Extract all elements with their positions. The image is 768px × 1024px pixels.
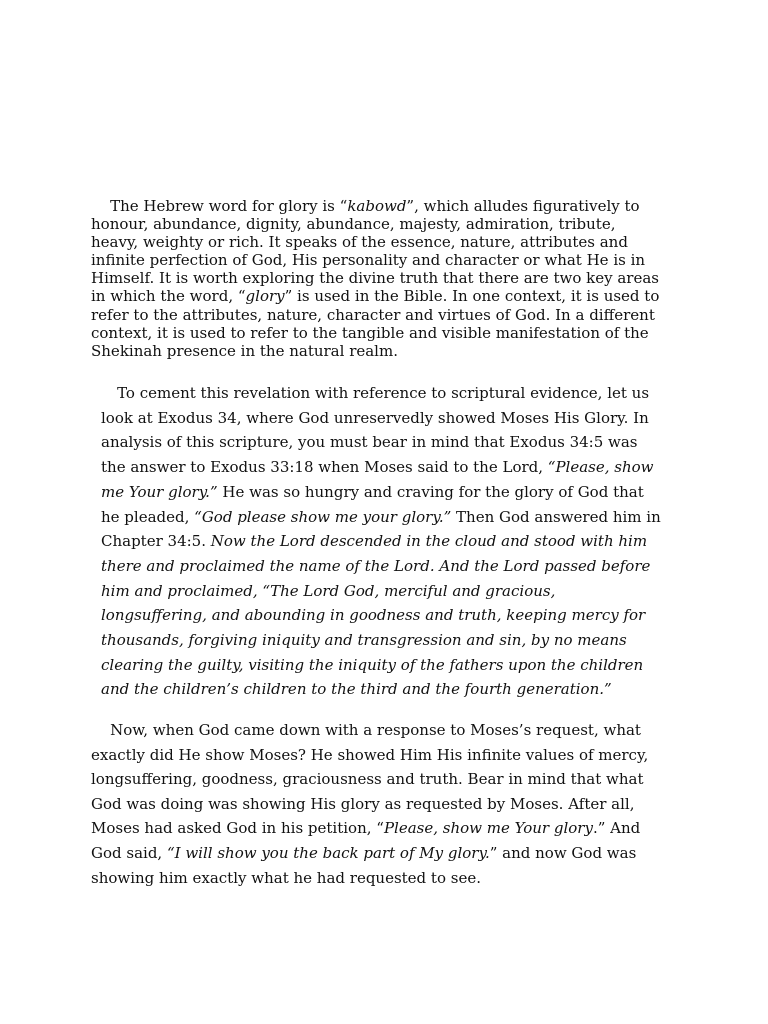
text-run: Shekinah presence in the natural realm. [91,341,398,360]
italic-text-run: Please, show me Your glory [383,819,593,838]
text-line [91,767,648,792]
italic-text-run: kabowd [347,197,407,215]
text-run: the answer to Exodus 33:18 when Moses said to the Lord, [101,458,548,477]
text-line [91,841,648,866]
italic-text-run: “God please show me your glory.” [194,507,452,526]
text-line [91,197,659,215]
italic-text-run: there and proclaimed the name of the Lord. And the Lord passed before [101,556,651,575]
text-run: Chapter 34:5. [101,532,211,551]
text-line [91,306,659,324]
text-run: longsuffering, goodness, graciousness and truth. Bear in mind that what [91,770,644,789]
italic-text-run: thousands, forgiving iniquity and transgression and sin, by no means [101,631,627,650]
text-run: The Hebrew word for glory is “ [91,197,348,215]
text-run: exactly did He show Moses? He showed Him His infinite values of mercy, [91,745,649,764]
italic-text-run: him and proclaimed, “The Lord God, merciful and gracious, [101,581,556,600]
italic-text-run: glory [245,287,285,306]
paragraph-exodus-34 [98,381,661,702]
paragraph-hebrew-word-glory [91,197,659,360]
text-line [101,505,661,530]
text-line [101,603,661,628]
text-run: analysis of this scripture, you must bear in mind that Exodus 34:5 was [101,433,638,452]
italic-text-run: me Your glory.” [101,482,218,501]
italic-text-run: clearing the guilty, visiting the iniquity of the fathers upon the children [101,655,644,674]
text-run: To cement this revelation with reference to scriptural evidence, let us [98,384,650,402]
text-run: showing him exactly what he had requested to see. [91,868,481,887]
text-line [101,554,661,579]
text-run: Now, when God came down with a response to Moses’s request, what [91,721,641,739]
paragraph-moses-request [91,718,648,890]
text-line [91,269,659,287]
text-line [91,718,648,743]
text-run: God was doing was showing His glory as requested by Moses. After all, [91,794,635,813]
text-run: Himself. It is worth exploring the divine truth that there are two key areas [91,269,659,288]
text-line [91,792,648,817]
italic-text-run: and the children’s children to the third and the fourth generation.” [101,680,612,699]
text-line [91,743,648,768]
text-run: look at Exodus 34, where God unreservedly showed Moses His Glory. In [101,408,649,427]
italic-text-run: Now the Lord descended in the cloud and stood with him [210,532,648,551]
text-line [91,816,648,841]
text-line [101,653,661,678]
text-run: infinite perfection of God, His personality and character or what He is in [91,251,646,270]
text-run: heavy, weighty or rich. It speaks of the essence, nature, attributes and [91,233,628,252]
text-run: Moses had asked God in his petition, “ [91,819,384,838]
text-run: God said, [91,843,167,862]
italic-text-run: “Please, show [547,458,654,477]
text-run: context, it is used to refer to the tangible and visible manifestation of the [91,323,649,342]
text-line [101,677,661,702]
text-line [91,342,659,360]
text-run: honour, abundance, dignity, abundance, majesty, admiration, tribute, [91,215,616,234]
text-run: ”, which alludes figuratively to [406,197,640,215]
text-line [101,480,661,505]
text-line [91,215,659,233]
text-line [101,455,661,480]
text-run: He was so hungry and craving for the glory of God that [217,482,644,501]
text-line [101,529,661,554]
text-line [101,430,661,455]
text-run: .” And [592,819,641,838]
text-line [91,233,659,251]
text-line [98,381,661,406]
text-run: ” and now God was [489,843,637,862]
italic-text-run: “I will show you the back part of My glory. [166,843,490,862]
text-line [101,628,661,653]
text-run: in which the word, “ [91,287,246,306]
italic-text-run: longsuffering, and abounding in goodness and truth, keeping mercy for [101,606,646,625]
text-line [91,251,659,269]
text-run: he pleaded, [101,507,195,526]
text-run: ” is used in the Bible. In one context, it is used to [284,287,660,306]
text-line [91,866,648,891]
text-line [91,324,659,342]
text-run: refer to the attributes, nature, character and virtues of God. In a different [91,305,655,324]
text-line [101,579,661,604]
text-line [91,287,659,305]
text-line [101,406,661,431]
text-run: Then God answered him in [451,507,661,526]
